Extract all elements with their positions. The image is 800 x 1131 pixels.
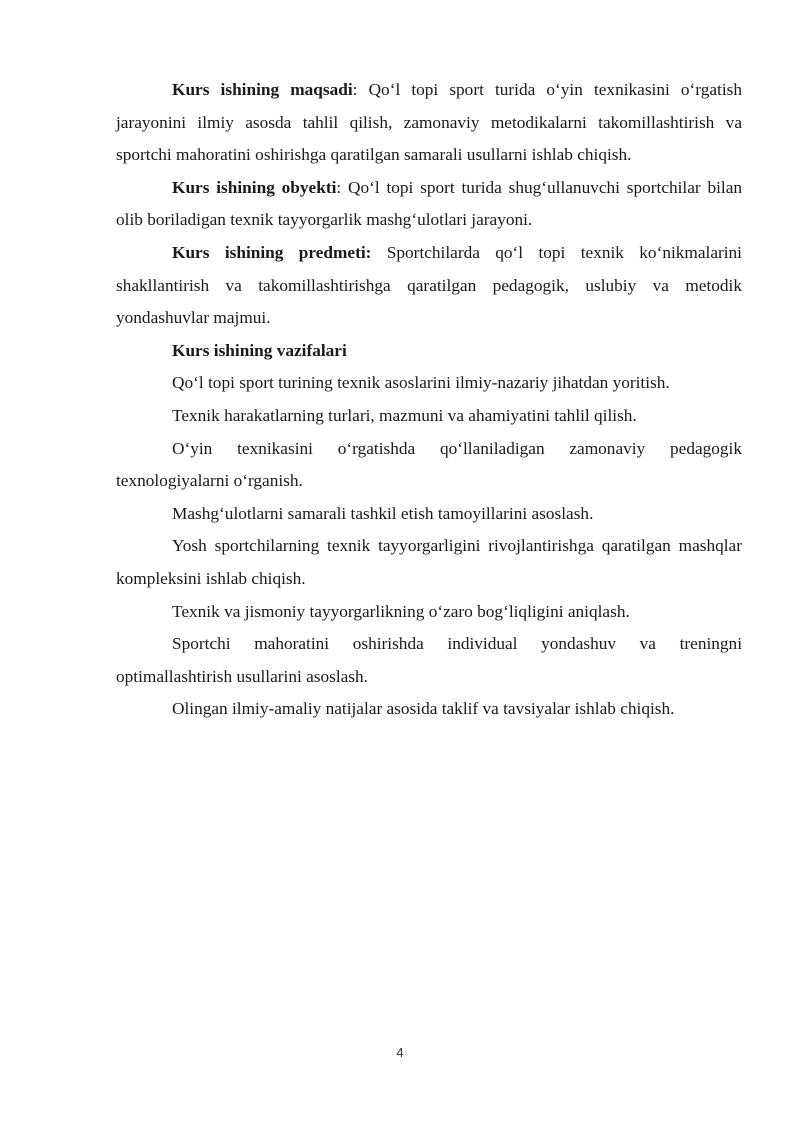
vazifa-item: Olingan ilmiy-amaliy natijalar asosida taklif va tavsiyalar ishlab chiqish. [172, 699, 675, 719]
paragraph-predmet [116, 237, 742, 335]
vazifa-item: Mashg‘ulotlarni samarali tashkil etish tamoyillarini asoslash. [172, 503, 594, 523]
vazifa-item: O‘yin texnikasini o‘rgatishda qo‘llaniladigan zamonaviy pedagogik texnologiyalarni o‘rganish. [116, 438, 742, 491]
maqsad-text: : Qo‘l topi sport turida o‘yin texnikasini o‘rgatish jarayonini ilmiy asosda tahlil qilish, zamonaviy metodikalarni takomillashtirish va sportchi mahoratini oshirishga qaratilgan samarali usullarni ishlab chiqish. [116, 80, 742, 165]
predmet-label: Kurs ishining predmeti: [172, 242, 372, 262]
vazifa-item: Sportchi mahoratini oshirishda individual yondashuv va treningni optimallashtirish usullarini asoslash. [116, 634, 742, 686]
predmet-text: Sportchilarda qo‘l topi texnik ko‘nikmalarini shakllantirish va takomillashtirishga qaratilgan pedagogik, uslubiy va metodik yondashuvlar majmui. [116, 242, 742, 328]
paragraph-maqsad [116, 74, 742, 172]
vazifa-item: Yosh sportchilarning texnik tayyorgarligini rivojlantirishga qaratilgan mashqlar kompleksini ishlab chiqish. [116, 536, 742, 588]
page-content [116, 74, 742, 726]
vazifa-item: Qo‘l topi sport turining texnik asoslarini ilmiy-nazariy jihatdan yoritish. [172, 373, 670, 393]
vazifa-item: Texnik harakatlarning turlari, mazmuni va ahamiyatini tahlil qilish. [172, 405, 637, 425]
vazifalar-heading: Kurs ishining vazifalari [172, 340, 347, 360]
obyekt-label: Kurs ishining obyekti [172, 177, 337, 197]
obyekt-text: : Qo‘l topi sport turida shug‘ullanuvchi sportchilar bilan olib boriladigan texnik tayyorgarlik mashg‘ulotlari jarayoni. [116, 177, 743, 230]
paragraph-obyekt [116, 172, 742, 237]
vazifa-item: Texnik va jismoniy tayyorgarlikning o‘zaro bog‘liqligini aniqlash. [172, 601, 630, 621]
maqsad-label: Kurs ishining maqsadi [172, 80, 353, 99]
page-number: 4 [396, 1045, 404, 1060]
